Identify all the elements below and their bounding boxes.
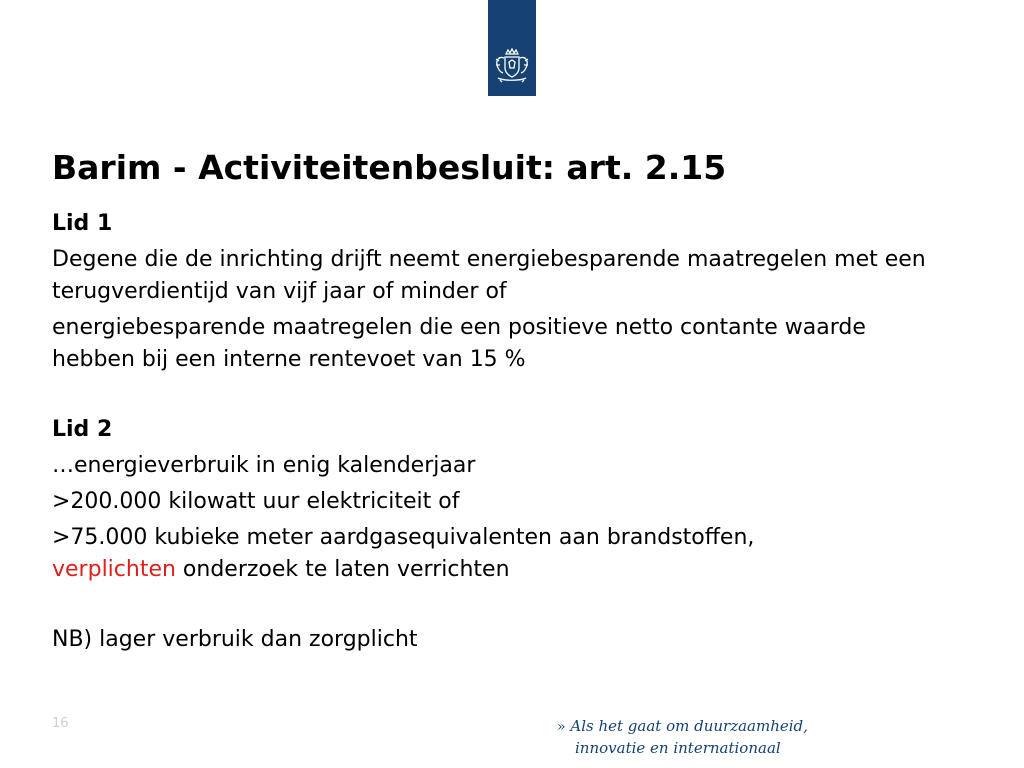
rijksoverheid-coat-of-arms-icon (490, 46, 534, 86)
page-number: 16 (52, 716, 69, 731)
highlight-word: verplichten (52, 557, 176, 582)
lid2-line-2: >200.000 kilowatt uur elektriciteit of (52, 489, 460, 514)
lid1-paragraph-1: Degene die de inrichting drijft neemt energiebesparende maatregelen met een terugverdientijd van vijf jaar of minder of (52, 247, 926, 304)
footer-tagline (557, 716, 808, 759)
slide-title: Barim - Activiteitenbesluit: art. 2.15 (52, 148, 727, 187)
lid2-line-1: …energieverbruik in enig kalenderjaar (52, 453, 476, 478)
lid2-line-4-text: onderzoek te laten verrichten (175, 557, 510, 582)
lid2-line-3 (52, 522, 952, 586)
slide-body (52, 208, 952, 656)
tagline-line-1: Als het gaat om duurzaamheid, (570, 717, 808, 735)
note-text: NB) lager verbruik dan zorgplicht (52, 627, 418, 652)
lid2-line-3-text: >75.000 kubieke meter aardgasequivalenten aan brandstoffen, (52, 525, 755, 550)
lid1-heading: Lid 1 (52, 211, 113, 236)
chevron-icon: » (557, 719, 566, 735)
lid2-heading: Lid 2 (52, 417, 113, 442)
lid1-paragraph-2: energiebesparende maatregelen die een positieve netto contante waarde hebben bij een interne rentevoet van 15 % (52, 315, 866, 372)
tagline-line-2: innovatie en internationaal (575, 739, 781, 757)
logo-band (488, 0, 536, 96)
